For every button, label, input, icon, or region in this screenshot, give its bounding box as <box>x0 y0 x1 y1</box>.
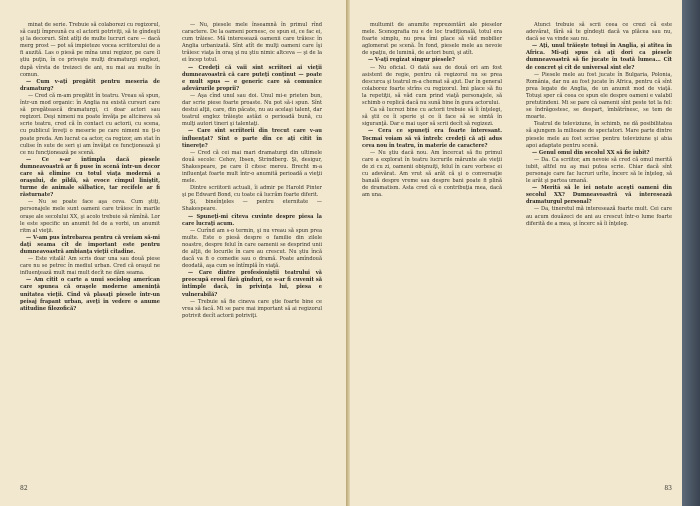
interview-answer-paragraph: — Piesele mele au fost jucate în Bulgaria, Polonia, România, dar nu au fost jucate în Africa, pentru că sînt prea legate de Anglia, de un anumit mod de viaţă. Totuşi sper că ceea ce spun ele despre oameni e valabil pretutindeni. Mi se pare că oamenii sînt peste tot la fel: se îndrăgostesc, se despart, îmbătrînesc, se tem de moarte. <box>526 71 672 121</box>
interview-answer-paragraph: — Este vitală! Am scris doar una sau două piese care nu se petrec în mediul urban. Cred că oraşul ne influenţează mult mai mult decît ne dăm seama. <box>20 256 160 277</box>
interview-answer-paragraph: — Da, tineretul mă interesează foarte mult. Cei care au acum douăzeci de ani au crescut într-o lume foarte diferită de a mea, şi încerc să îi înţeleg. <box>526 206 672 227</box>
interview-answer-paragraph: — Da. Ca scriitor, am nevoie să cred că omul merită iubit, altfel nu aş mai putea scrie. Chiar dacă sînt personaje care fac lucruri urîte, încerc să le înţeleg, să le arăt şi partea umană. <box>526 156 672 185</box>
interview-answer-paragraph: Dintre scriitorii actuali, îi admir pe Harold Pinter şi pe Edward Bond, cu toate că lucrăm foarte diferit. <box>182 185 322 199</box>
interview-answer-paragraph: Ca să lucrezi bine cu actorii trebuie să îi înţelegi, să ştii ce îi sperie şi ce îi face să se simtă în siguranţă. Dar e mai uşor să scrii decît să regizezi. <box>362 107 502 128</box>
page-number-right: 83 <box>664 485 672 492</box>
interview-answer-paragraph: — Nu ştiu dacă nou. Am încercat să fiu primul care a explorat în teatru lucrurile mărunte ale vieţii de zi cu zi, oamenii obişnuiţi, felul în care vorbesc ei cu adevărat. Am vrut să arăt că şi o conversaţie banală despre vreme sau despre bani poate fi plină de dramatism. Asta cred că e contribuţia mea, dacă am una. <box>362 149 502 199</box>
interview-question: — Am citit o carte a unui sociolog american care spunea că oraşele moderne amenință unitatea vieţii. Cînd vă plasaţi piesele într-un peisaj frapant urban, aveţi în vedere o anume atitudine filozofică? <box>20 277 160 312</box>
interview-question: — V-aţi regizat singur piesele? <box>368 57 455 64</box>
interview-answer-paragraph: Teatrul de televiziune, în schimb, ne dă posibilitatea să ajungem la milioane de spectatori. Mare parte dintre piesele mele au fost scrise pentru televiziune şi abia apoi adaptate pentru scenă. <box>526 121 672 149</box>
interview-answer-paragraph: multumit de anumite reprezentări ale pieselor mele. Scenografia nu e de loc tradiţională, totul era foarte simplu, nu prea îmi place să văd mobilier aglomerat pe scenă. În fond, piesele mele au nevoie de spaţiu, de lumină, de actori buni, şi atît. <box>362 22 502 57</box>
interview-answer-paragraph: minat de serie. Trebuie să colaborezi cu regizorul, să cauţi împreună cu el actorii potriviţi, să te gîndeşti şi la decoruri. Sînt atîţi de multe lucruri care — dacă merg prost — pot să impieteze vocea scriitorului de a fi auzită. Las o piesă pe mîna unui regizor, pe care îl ştiu puţin, în ce priveşte mulţi dramaturgi englezi, după vîrsta de treizeci de ani, nu mai au multe în comun. <box>20 22 160 78</box>
interview-answer-paragraph: Atunci trebuie să scrii ceea ce crezi că este adevărat, fără să te gîndeşti dacă va plăcea sau nu, dacă se va vinde sau nu. <box>526 22 672 43</box>
left-page-column-1 <box>20 22 160 313</box>
interview-question: — Credeţi că vaii sint scriitori ai vieţii dumneavoastră că care puteţi conținut — poate e mult spus — e generic care să comunice adevărurile proprii? <box>182 64 322 92</box>
interview-answer-paragraph: — Curînd am s-o termin, şi nu vreau să spun prea multe. Este o piesă despre o familie din zilele noastre, despre felul în care oamenii se desprind unii de alţii, de locurile în care au crescut. Nu ştiu încă dacă va fi o comedie sau o dramă. Poate amîndouă deodată, aşa cum se întîmplă în viaţă. <box>182 227 322 270</box>
right-page-column-1 <box>362 22 502 199</box>
interview-question: — Cum v-aţi pregătit pentru meseria de dramaturg? <box>20 78 160 92</box>
interview-question: — Meritä să le iei notate aceşti oameni din secolul XX? Dumneavoastră vă interesează dramaturgul personal? <box>526 185 672 206</box>
interview-question: — Aţi, unul trăiește totuşi în Anglia, și atîtea în Africa. Mi-aţi spus că aţi dori ca piesele dumneavoastră să fie jucate în toată lumea... Cît de concret şi cît de universal sînt ele? <box>526 43 672 71</box>
interview-question: — Cera ce spuneţi era foarte interesant. Tocmai voiam să vă întreb: credeţi că aţi adus ceva nou în teatru, în materie de caractere? <box>362 128 502 149</box>
left-page-column-2 <box>182 22 322 320</box>
interview-question: — Care sînt scriitorii din trecut care v-au influenţat? Sînt o parte din ce aţi citit în tinereţe? <box>182 128 322 149</box>
interview-answer-paragraph: — Cred că m-am pregătit în teatru. Vreau să spun, într-un mod organic: în Anglia nu există cursuri care să pregătească dramaturgi, ci doar actori sau regizori. Deşi nimeni nu poate învăţa pe altcineva să scrie teatru, cred că în contact cu actorii, cu scena, cu publicul înveţi o meserie pe care nimeni nu ţi-o poate preda. Am lucrat ca actor, ca regizor, am stat în culise în sute de seri şi am învăţat ce funcţionează şi ce nu funcţionează pe scenă. <box>20 92 160 156</box>
interview-answer-paragraph: — Cred că cei mai mari dramaturgi din ultimele două secole: Cehov, Ibsen, Strindberg. Şi, desigur, Shakespeare, pe care îl citesc mereu. Brecht m-a influenţat foarte mult într-o anumită perioadă a vieţii mele. <box>182 149 322 185</box>
interview-question: — V-am pus întrebarea pentru că vreiam să-mi daţi seama cît de important este pentru dumneavoastră ambianţa vieţii citadine. <box>20 234 160 255</box>
interview-question: — Genul omul din secolul XX să fie iubit? <box>532 149 650 156</box>
page-number-left: 82 <box>20 485 28 492</box>
book-cover-edge <box>682 0 700 506</box>
interview-question: — Care dintre profesioniştii teatrului vă preocupă eroul fără gînduri, ce s-ar fi cuvenit să întîmple dacă, în privinţa lui, piesa e vulnerabilă? <box>182 270 322 298</box>
left-page <box>0 0 347 506</box>
right-page <box>350 0 682 506</box>
interview-answer-paragraph: — Trebuie să fie cineva care ştie foarte bine ce vrea să facă. Mi se pare mai important să ai regizorul potrivit decît actorii potriviţi. <box>182 298 322 319</box>
interview-answer-paragraph: — Nu, piesele mele înseamnă în primul rînd caractere. De la oameni pornesc, ce spun ei, ce fac ei, cum trăiesc. Mă interesează oamenii care trăiesc în Anglia urbanizată. Sînt atît de mulţi oameni care îşi trăiesc viaţa în oraş şi nu ştiu nimic altceva — şi de la ei încep totul. <box>182 22 322 64</box>
interview-question: — Spuneţi-mi cîteva cuvinte despre piesa la care lucraţi acum. <box>182 213 322 227</box>
interview-question: — Ce s-ar întîmpla dacă piesele dumneavoastră ar fi puse în scenă într-un decor care să elimine cu totul viaţa modernă a oraşului, de pildă, să evoce cîmpul liniştit, turme de animale sălbatice, tar recifele ar fi răsturnate? <box>20 156 160 199</box>
interview-answer-paragraph: — Nu se poate face aşa ceva. Cum ştiţi, personajele mele sunt oameni care trăiesc în marile orașe ale secolului XX, şi acolo trebuie să rămînă. Lor le este specific un anumit fel de a vorbi, un anumit ritm al vieţii. <box>20 199 160 234</box>
interview-answer-paragraph: — Aşa cînd unul sau doi. Unul mi-e prieten bun, dar scrie piese foarte proaste. Nu pot să-i spun. Sînt destui alţii, care, din păcate, nu au acelaşi talent, dar teatrul englez trăieşte astăzi o perioadă bună, cu mulţi autori tineri şi talentaţi. <box>182 92 322 128</box>
interview-answer-paragraph: Şi, bineînţeles — pentru eternitate — Shakespeare. <box>182 199 322 213</box>
right-page-column-2 <box>526 22 672 228</box>
interview-answer-paragraph: — Nu oficial. O dată sau de două ori am fost asistent de regie, pentru că regizorul nu se prea descurca şi teatrul m-a chemat să ajut. Dar în general colaborez foarte strîns cu regizorul. Îmi place să fiu la repetiţii, să văd cum prind viaţă personajele, să schimb o replică dacă nu sună bine în gura actorului. <box>362 64 502 107</box>
